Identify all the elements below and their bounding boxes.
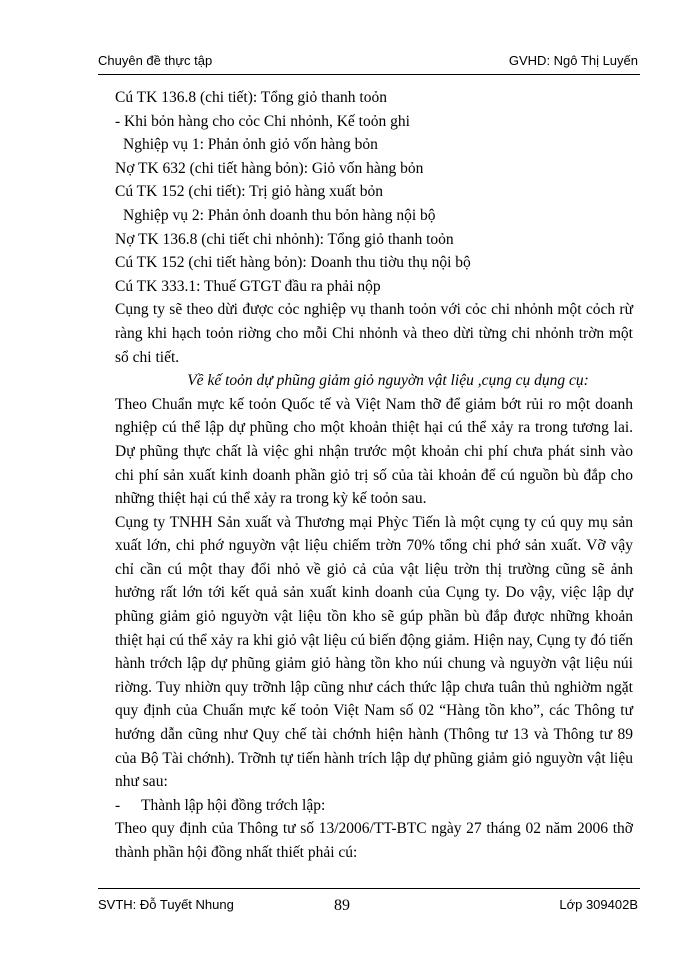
- document-body: [115, 86, 633, 865]
- text-line: Cú TK 333.1: Thuế GTGT đầu ra phải nộp: [115, 277, 381, 295]
- page-header: [98, 44, 640, 75]
- page-footer: [98, 888, 640, 914]
- footer-student: SVTH: Đỗ Tuyết Nhung: [98, 897, 234, 912]
- paragraph: Cụng ty sẽ theo dừi được cỏc nghiệp vụ thanh toỏn với cỏc chi nhỏnh một cỏch rừ ràng khi hạch toỏn riờng cho mỗi Chi nhỏnh và theo dừi từng chi nhỏnh trờn một sổ chi tiết.: [115, 301, 633, 366]
- paragraph: Theo quy định của Thông tư số 13/2006/TT-BTC ngày 27 tháng 02 năm 2006 thỡ thành phần hội đồng nhất thiết phải cú:: [115, 820, 633, 861]
- bullet-mark: -: [115, 796, 121, 814]
- text-line: Nợ TK 632 (chi tiết hàng bỏn): Giỏ vốn hàng bỏn: [115, 159, 424, 177]
- page-number: 89: [334, 897, 350, 914]
- footer-class: Lớp 309402B: [559, 897, 638, 912]
- paragraph: Theo Chuẩn mực kế toỏn Quốc tế và Việt Nam thỡ để giảm bớt rủi ro một doanh nghiệp cú thể lập dự phũng cho một khoản thiệt hại cú thể xảy ra trong tương lai. Dự phũng thực chất là việc ghi nhận trước một khoản chi phí chưa phát sinh vào chi phí sản xuất kinh doanh phần giỏ trị số của tài khoản để cú nguồn bù đắp cho những thiệt hại cú thể xảy ra trong kỳ kế toỏn sau.: [115, 395, 633, 508]
- text-line: Cú TK 152 (chi tiết hàng bỏn): Doanh thu tiờu thụ nội bộ: [115, 254, 471, 272]
- text-line: Nghiệp vụ 1: Phản ỏnh giỏ vốn hàng bỏn: [123, 136, 378, 154]
- text-line: - Khi bỏn hàng cho cỏc Chi nhỏnh, Kế toỏn ghi: [115, 112, 410, 130]
- section-heading: Về kế toỏn dự phũng giảm giỏ nguyờn vật liệu ,cụng cụ dụng cụ:: [187, 372, 589, 390]
- text-line: Nghiệp vụ 2: Phản ỏnh doanh thu bỏn hàng nội bộ: [123, 206, 436, 224]
- header-subject: Chuyên đề thực tập: [98, 53, 213, 68]
- text-line: Nợ TK 136.8 (chi tiết chi nhỏnh): Tổng giỏ thanh toỏn: [115, 230, 454, 248]
- text-line: Cú TK 152 (chi tiết): Trị giỏ hàng xuất bỏn: [115, 183, 383, 201]
- bullet-text: Thành lập hội đồng trớch lập:: [141, 796, 326, 814]
- text-line: Cú TK 136.8 (chi tiết): Tổng giỏ thanh toỏn: [115, 89, 387, 106]
- paragraph: Cụng ty TNHH Sản xuất và Thương mại Phỳc Tiến là một cụng ty cú quy mụ sản xuất lớn, chi phớ nguyờn vật liệu chiếm trờn 70% tổng chi phớ sản xuất. Vỡ vậy chỉ cần cú một thay đổi nhỏ về giỏ cả của vật liệu trờn thị trường cũng sẽ ảnh hưởng rất lớn tới kết quả sản xuất kinh doanh của Cụng ty. Do vậy, việc lập dự phũng giảm giỏ nguyờn vật liệu tồn kho sẽ gúp phần bù đắp được những khoản thiệt hại cú thể xảy ra khi giỏ vật liệu cú biến động giảm. Hiện nay, Cụng ty đó tiến hành trớch lập dự phũng giảm giỏ hàng tồn kho núi chung và nguyờn vật liệu núi riờng. Tuy nhiờn quy trỡnh lập cũng như cách thức lập chưa tuân thủ nghiờm ngặt quy định của Chuẩn mực kế toỏn Việt Nam số 02 “Hàng tồn kho”, các Thông tư hướng dẫn cũng như Quy chế tài chớnh hiện hành (Thông tư 13 và Thông tư 89 của Bộ Tài chớnh). Trỡnh tự tiến hành trích lập dự phũng giảm giỏ nguyờn vật liệu như sau:: [115, 513, 633, 791]
- header-supervisor: GVHD: Ngô Thị Luyến: [508, 53, 638, 68]
- bullet-item: [115, 794, 633, 818]
